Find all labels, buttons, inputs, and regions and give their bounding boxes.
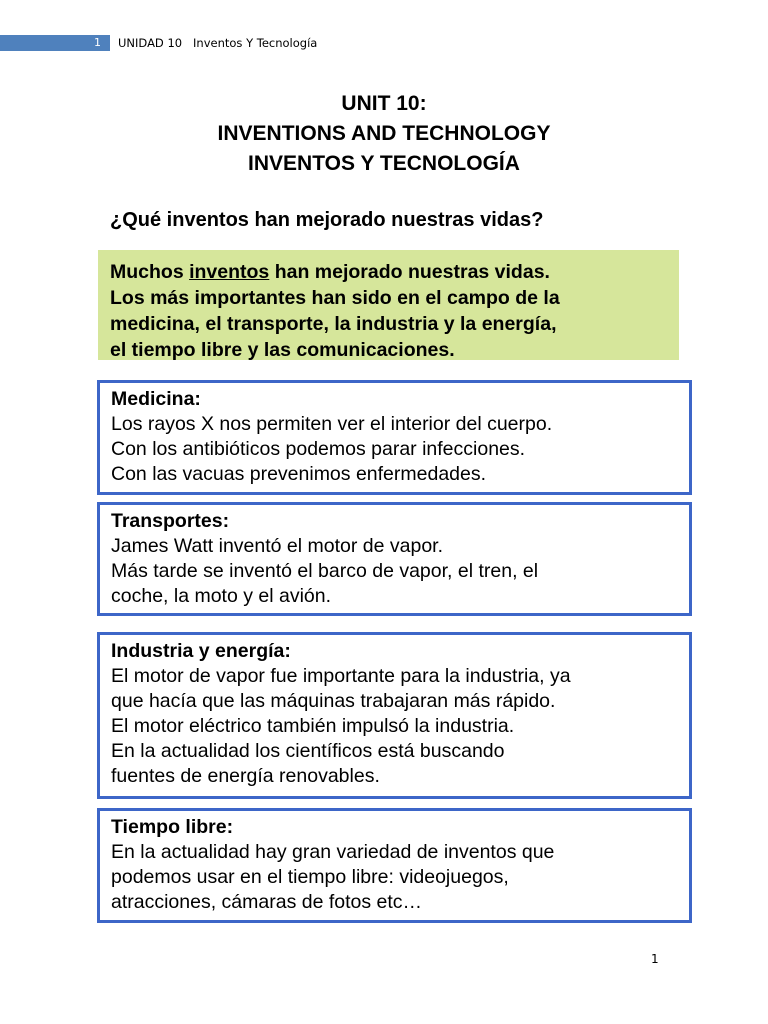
header-title: UNIDAD 10 Inventos Y Tecnología (118, 36, 318, 50)
section-line: coche, la moto y el avión. (111, 585, 332, 607)
title-line-spanish: INVENTOS Y TECNOLOGÍA (248, 152, 520, 175)
section-line: Con las vacuas prevenimos enfermedades. (111, 463, 487, 485)
intro-line-4: el tiempo libre y las comunicaciones. (110, 339, 455, 361)
section-line: Más tarde se inventó el barco de vapor, el tren, el (111, 560, 539, 582)
section-line: podemos usar en el tiempo libre: videojuegos, (111, 866, 509, 888)
section-tiempo-libre (97, 808, 692, 923)
section-title: Tiempo libre: (111, 816, 234, 838)
section-industria-energia (97, 632, 692, 799)
question-heading: ¿Qué inventos han mejorado nuestras vidas? (110, 209, 544, 231)
intro-line-1-post: han mejorado nuestras vidas. (269, 261, 550, 283)
header-page-number: 1 (94, 36, 101, 49)
intro-underlined-word: inventos (189, 261, 270, 283)
page-title (0, 89, 768, 179)
title-line-english: INVENTIONS AND TECHNOLOGY (217, 122, 551, 145)
section-medicina (97, 380, 692, 495)
section-line: El motor de vapor fue importante para la industria, ya (111, 665, 571, 687)
intro-line-1-pre: Muchos (110, 261, 190, 283)
title-line-unit: UNIT 10: (341, 92, 427, 115)
section-line: fuentes de energía renovables. (111, 765, 380, 787)
section-line: que hacía que las máquinas trabajaran más rápido. (111, 690, 556, 712)
section-title: Medicina: (111, 388, 201, 410)
intro-line-2: Los más importantes han sido en el campo de la (110, 287, 560, 309)
section-line: James Watt inventó el motor de vapor. (111, 535, 444, 557)
section-transportes (97, 502, 692, 616)
section-line: El motor eléctrico también impulsó la industria. (111, 715, 515, 737)
section-line: atracciones, cámaras de fotos etc… (111, 891, 423, 913)
section-title: Transportes: (111, 510, 230, 532)
intro-line-1 (110, 259, 679, 285)
section-line: En la actualidad hay gran variedad de inventos que (111, 841, 555, 863)
section-line: Con los antibióticos podemos parar infecciones. (111, 438, 526, 460)
intro-line-3: medicina, el transporte, la industria y la energía, (110, 313, 557, 335)
intro-box (98, 250, 679, 360)
footer-page-number: 1 (651, 952, 659, 966)
section-line: En la actualidad los científicos está buscando (111, 740, 505, 762)
section-title: Industria y energía: (111, 640, 291, 662)
section-line: Los rayos X nos permiten ver el interior del cuerpo. (111, 413, 553, 435)
